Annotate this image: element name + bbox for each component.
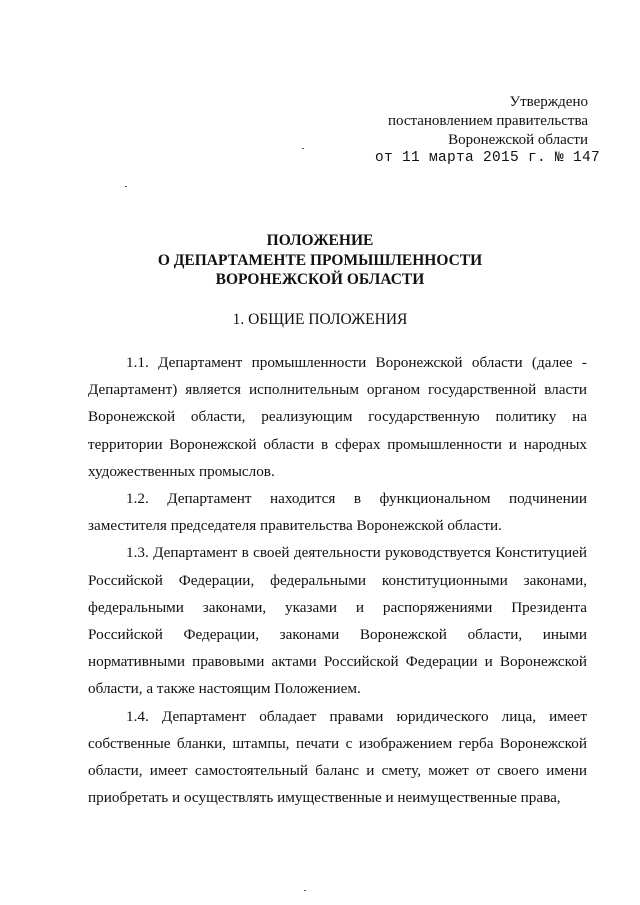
approval-order-number: от 11 марта 2015 г. № 147 <box>375 150 601 166</box>
document-body <box>88 349 587 811</box>
paragraph-1-2: 1.2. Департамент находится в функциональном подчинении заместителя председателя правительства Воронежской области. <box>88 490 587 535</box>
approval-line-resolution: постановлением правительства <box>387 113 588 129</box>
document-title <box>0 231 640 290</box>
scan-speck <box>304 890 306 891</box>
title-line-2: О ДЕПАРТАМЕНТЕ ПРОМЫШЛЕННОСТИ <box>157 251 483 269</box>
approval-line-approved: Утверждено <box>509 94 588 110</box>
title-line-3: ВОРОНЕЖСКОЙ ОБЛАСТИ <box>215 271 425 288</box>
paragraph-1-1: 1.1. Департамент промышленности Воронежской области (далее - Департамент) является исполнительным органом государственной власти Воронежской области, реализующим государственную политику на территории Воронежской области в сферах промышленности и народных художественных промыслов. <box>88 354 587 480</box>
title-line-1: ПОЛОЖЕНИЕ <box>266 232 374 249</box>
approval-stamp <box>388 93 588 150</box>
scan-speck <box>125 186 127 187</box>
scan-speck <box>302 148 304 149</box>
section-heading: 1. ОБЩИЕ ПОЛОЖЕНИЯ <box>232 311 408 328</box>
paragraph-1-3: 1.3. Департамент в своей деятельности руководствуется Конституцией Российской Федерации, федеральными конституционными законами, федеральными законами, указами и распоряжениями Президента Российской Федерации, законами Воронежской области, иными нормативными правовыми актами Российской Федерации и Воронежской области, а также настоящим Положением. <box>88 544 587 698</box>
paragraph-1-4: 1.4. Департамент обладает правами юридического лица, имеет собственные бланки, штампы, печати с изображением герба Воронежской области, имеет самостоятельный баланс и смету, может от своего имени приобретать и осуществлять имущественные и неимущественные права, <box>88 707 587 807</box>
approval-line-region: Воронежской области <box>448 132 588 148</box>
